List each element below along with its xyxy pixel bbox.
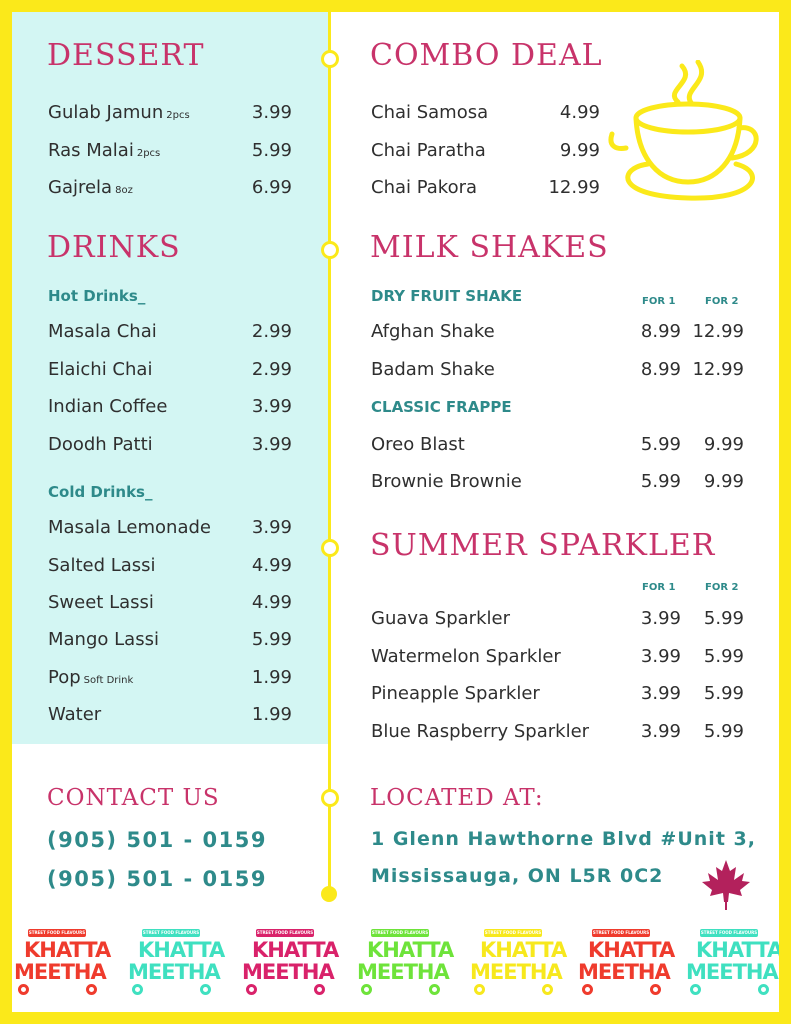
item-name: Ras Malai xyxy=(48,140,134,161)
item-name: Chai Paratha xyxy=(371,140,486,161)
item-price-for1: 3.99 xyxy=(640,608,681,629)
item-price-for1: 3.99 xyxy=(640,721,681,742)
classic-frappe-label: CLASSIC FRAPPE xyxy=(371,398,512,416)
logo-wheel xyxy=(200,984,211,995)
item-price: 5.99 xyxy=(251,140,292,161)
timeline-dot xyxy=(321,50,339,68)
for1-label: FOR 1 xyxy=(642,296,676,307)
for1-label: FOR 1 xyxy=(642,582,676,593)
item-name: Blue Raspberry Sparkler xyxy=(371,721,590,742)
item-name: Masala Lemonade xyxy=(48,517,211,538)
item-price-for1: 8.99 xyxy=(640,321,681,342)
item-name: Pineapple Sparkler xyxy=(371,683,540,704)
logo-word-meetha: MEETHA xyxy=(470,960,562,984)
item-note: 2pcs xyxy=(136,148,161,159)
item-price-for1: 5.99 xyxy=(640,434,681,455)
brand-logo xyxy=(12,926,111,1004)
logo-word-khatta: KHATTA xyxy=(588,938,675,962)
logo-word-meetha: MEETHA xyxy=(14,960,106,984)
logo-tagline: STREET FOOD FLAVOURS xyxy=(256,930,314,935)
timeline-line xyxy=(328,12,331,892)
item-price-for2: 5.99 xyxy=(703,721,744,742)
logo-wheel xyxy=(246,984,257,995)
timeline-dot xyxy=(321,241,339,259)
logo-word-khatta: KHATTA xyxy=(696,938,783,962)
timeline-dot xyxy=(321,789,339,807)
logo-word-meetha: MEETHA xyxy=(578,960,670,984)
item-price: 3.99 xyxy=(251,396,292,417)
logo-tagline: STREET FOOD FLAVOURS xyxy=(484,930,542,935)
logo-wheel xyxy=(690,984,701,995)
item-name: Gajrela xyxy=(48,177,113,198)
item-price: 4.99 xyxy=(251,555,292,576)
brand-logo xyxy=(468,926,567,1004)
item-price: 3.99 xyxy=(251,434,292,455)
item-price: 2.99 xyxy=(251,359,292,380)
item-price-for1: 5.99 xyxy=(640,471,681,492)
item-price: 4.99 xyxy=(251,592,292,613)
logo-wheel xyxy=(314,984,325,995)
item-price: 2.99 xyxy=(251,321,292,342)
brand-logo xyxy=(684,926,783,1004)
item-name: Afghan Shake xyxy=(371,321,495,342)
item-name: Masala Chai xyxy=(48,321,157,342)
item-price: 3.99 xyxy=(251,102,292,123)
item-price-for1: 8.99 xyxy=(640,359,681,380)
logo-word-khatta: KHATTA xyxy=(138,938,225,962)
item-price: 9.99 xyxy=(559,140,600,161)
drinks-heading: DRINKS xyxy=(47,230,181,265)
item-name: Watermelon Sparkler xyxy=(371,646,561,667)
item-price: 6.99 xyxy=(251,177,292,198)
item-price-for2: 12.99 xyxy=(692,359,744,380)
item-name: Chai Samosa xyxy=(371,102,489,123)
item-name: Pop xyxy=(48,667,81,688)
menu-item xyxy=(48,177,133,198)
item-price-for2: 5.99 xyxy=(703,683,744,704)
location-heading: LOCATED AT: xyxy=(370,785,544,811)
menu-item xyxy=(48,140,160,161)
logo-tagline: STREET FOOD FLAVOURS xyxy=(592,930,650,935)
brand-logo xyxy=(240,926,339,1004)
logo-word-meetha: MEETHA xyxy=(357,960,449,984)
item-price: 12.99 xyxy=(548,177,600,198)
phone-number: (905) 501 - 0159 xyxy=(47,867,267,891)
menu-item xyxy=(48,667,133,688)
item-price-for1: 3.99 xyxy=(640,646,681,667)
logo-wheel xyxy=(582,984,593,995)
sparkler-heading: SUMMER SPARKLER xyxy=(370,528,716,563)
logo-wheel xyxy=(542,984,553,995)
item-note: 2pcs xyxy=(166,110,190,121)
combo-heading: COMBO DEAL xyxy=(370,38,603,73)
dry-fruit-label: DRY FRUIT SHAKE xyxy=(371,287,523,305)
item-name: Sweet Lassi xyxy=(48,592,154,613)
item-name: Gulab Jamun xyxy=(48,102,164,123)
item-note: Soft Drink xyxy=(83,675,134,686)
address-line2: Mississauga, ON L5R 0C2 xyxy=(371,865,664,887)
dessert-heading: DESSERT xyxy=(47,38,205,73)
item-price-for2: 9.99 xyxy=(703,434,744,455)
logo-word-khatta: KHATTA xyxy=(252,938,339,962)
item-name: Elaichi Chai xyxy=(48,359,153,380)
contact-heading: CONTACT US xyxy=(47,785,220,811)
logo-word-meetha: MEETHA xyxy=(242,960,334,984)
item-price: 5.99 xyxy=(251,629,292,650)
item-name: Water xyxy=(48,704,102,725)
maple-leaf-icon xyxy=(700,858,752,910)
phone-number: (905) 501 - 0159 xyxy=(47,828,267,852)
menu-item xyxy=(48,102,190,123)
item-name: Oreo Blast xyxy=(371,434,465,455)
logo-word-meetha: MEETHA xyxy=(128,960,220,984)
milkshakes-heading: MILK SHAKES xyxy=(370,230,609,265)
cold-drinks-label: Cold Drinks_ xyxy=(48,483,153,501)
logo-tagline: STREET FOOD FLAVOURS xyxy=(371,930,429,935)
item-price: 3.99 xyxy=(251,517,292,538)
timeline-dot xyxy=(321,539,339,557)
item-price: 4.99 xyxy=(559,102,600,123)
brand-logo xyxy=(355,926,454,1004)
item-note: 8oz xyxy=(115,185,133,196)
item-price-for2: 9.99 xyxy=(703,471,744,492)
logo-wheel xyxy=(86,984,97,995)
logo-tagline: STREET FOOD FLAVOURS xyxy=(28,930,86,935)
logo-wheel xyxy=(758,984,769,995)
logo-wheel xyxy=(429,984,440,995)
item-price: 1.99 xyxy=(251,667,292,688)
address-line1: 1 Glenn Hawthorne Blvd #Unit 3, xyxy=(371,828,756,850)
item-name: Guava Sparkler xyxy=(371,608,510,629)
item-name: Indian Coffee xyxy=(48,396,168,417)
logo-wheel xyxy=(650,984,661,995)
for2-label: FOR 2 xyxy=(705,296,739,307)
logo-word-khatta: KHATTA xyxy=(480,938,567,962)
brand-logo xyxy=(126,926,225,1004)
item-price-for2: 5.99 xyxy=(703,608,744,629)
brand-logo xyxy=(576,926,675,1004)
item-price: 1.99 xyxy=(251,704,292,725)
logo-tagline: STREET FOOD FLAVOURS xyxy=(700,930,758,935)
item-price-for1: 3.99 xyxy=(640,683,681,704)
item-name: Salted Lassi xyxy=(48,555,156,576)
chai-cup-icon xyxy=(608,60,768,210)
logo-tagline: STREET FOOD FLAVOURS xyxy=(142,930,200,935)
logo-wheel xyxy=(361,984,372,995)
item-price-for2: 5.99 xyxy=(703,646,744,667)
logo-word-khatta: KHATTA xyxy=(367,938,454,962)
logo-word-khatta: KHATTA xyxy=(24,938,111,962)
item-name: Brownie Brownie xyxy=(371,471,522,492)
item-name: Mango Lassi xyxy=(48,629,159,650)
timeline-end-dot xyxy=(321,886,337,902)
logo-wheel xyxy=(18,984,29,995)
logo-wheel xyxy=(474,984,485,995)
item-name: Doodh Patti xyxy=(48,434,153,455)
hot-drinks-label: Hot Drinks_ xyxy=(48,287,146,305)
for2-label: FOR 2 xyxy=(705,582,739,593)
item-price-for2: 12.99 xyxy=(692,321,744,342)
logo-word-meetha: MEETHA xyxy=(686,960,778,984)
logo-wheel xyxy=(132,984,143,995)
item-name: Chai Pakora xyxy=(371,177,478,198)
item-name: Badam Shake xyxy=(371,359,495,380)
